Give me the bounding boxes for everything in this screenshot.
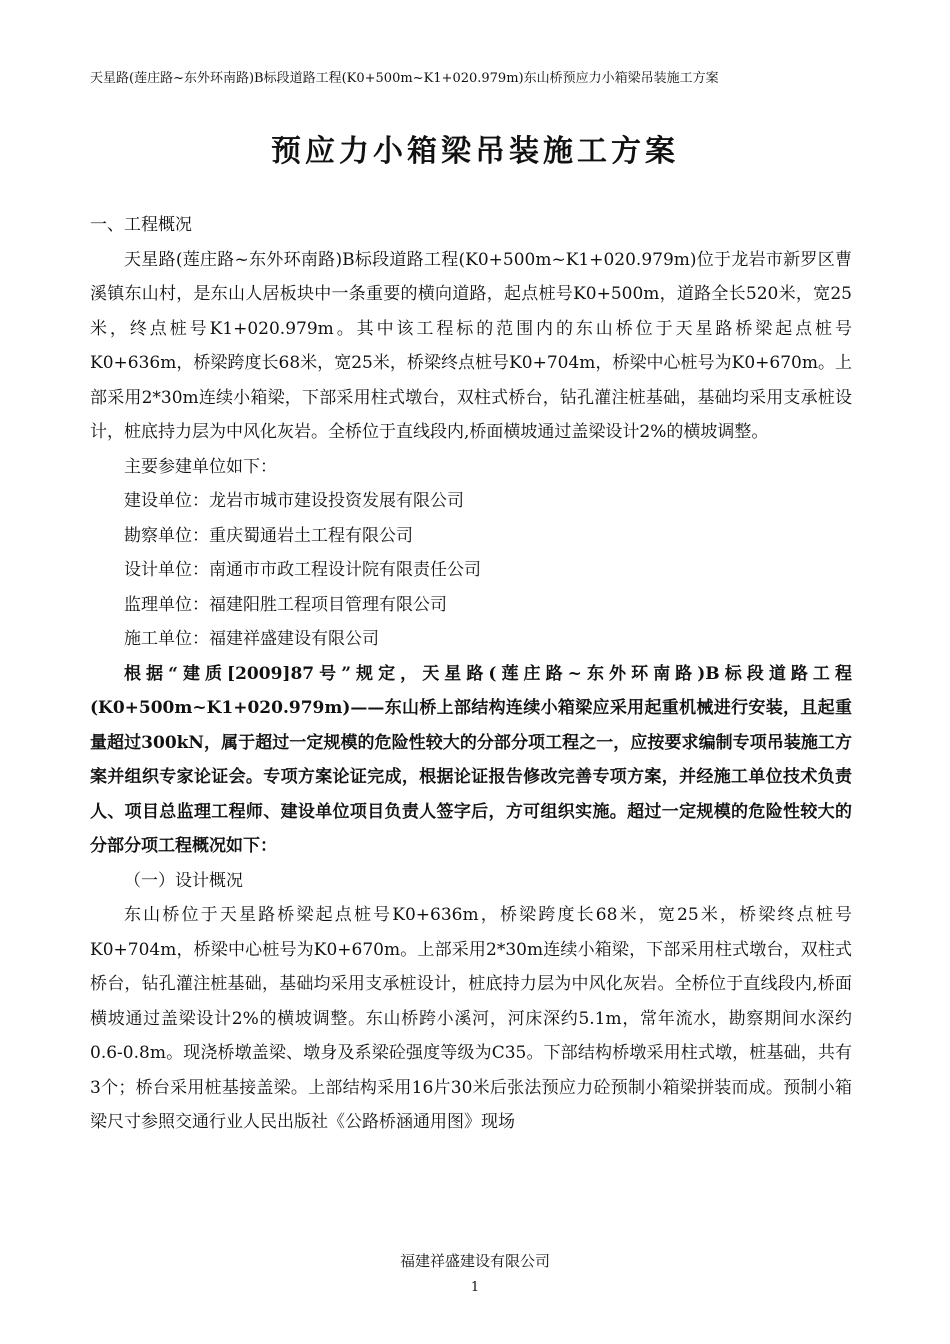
regulation-paragraph: 根据“建质[2009]87号”规定，天星路(莲庄路~东外环南路)B标段道路工程(K0+500m~K1+020.979m)——东山桥上部结构连续小箱梁应采用起重机械进行安装，且起重量超过300kN，属于超过一定规模的危险性较大的分部分项工程之一，应按要求编制专项吊装施工方案并组织专家论证会。专项方案论证完成，根据论证报告修改完善专项方案，并经施工单位技术负责人、项目总监理工程师、建设单位项目负责人签字后，方可组织实施。超过一定规模的危险性较大的分部分项工程概况如下： — [90, 663, 852, 856]
unit-survey: 勘察单位：重庆蜀通岩土工程有限公司 — [124, 525, 413, 546]
footer-company: 福建祥盛建设有限公司 — [399, 1252, 550, 1270]
document-title: 预应力小箱梁吊装施工方案 — [271, 134, 679, 169]
overview-paragraph: 天星路(莲庄路~东外环南路)B标段道路工程(K0+500m~K1+020.979m)位于龙岩市新罗区曹溪镇东山村，是东山人居板块中一条重要的横向道路，起点桩号K0+500m，道路全长520米，宽25米，终点桩号K1+020.979m。其中该工程标的范围内的东山桥位于天星路桥梁起点桩号K0+636m，桥梁跨度长68米，宽25米，桥梁终点桩号K0+704m，桥梁中心桩号为K0+670m。上部采用2*30m连续小箱梁，下部采用柱式墩台，双柱式桥台，钻孔灌注桩基础，基础均采用支承桩设计，桩底持力层为中风化灰岩。全桥位于直线段内,桥面横坡通过盖梁设计2%的横坡调整。 — [90, 249, 852, 442]
document-body — [90, 208, 852, 1140]
unit-contractor: 施工单位：福建祥盛建设有限公司 — [124, 629, 379, 649]
running-header: 天星路(莲庄路~东外环南路)B标段道路工程(K0+500m~K1+020.979m)东山桥预应力小箱梁吊装施工方案 — [90, 71, 719, 86]
section-heading: 一、工程概况 — [90, 215, 192, 235]
participants-intro: 主要参建单位如下： — [124, 456, 277, 477]
unit-design: 设计单位：南通市市政工程设计院有限责任公司 — [124, 560, 481, 580]
subsection-heading: （一）设计概况 — [124, 870, 243, 891]
unit-supervision: 监理单位：福建阳胜工程项目管理有限公司 — [124, 594, 447, 615]
page-number: 1 — [470, 1280, 480, 1295]
unit-construction-owner: 建设单位：龙岩市城市建设投资发展有限公司 — [124, 491, 464, 511]
design-paragraph: 东山桥位于天星路桥梁起点桩号K0+636m，桥梁跨度长68米，宽25米，桥梁终点桩号K0+704m，桥梁中心桩号为K0+670m。上部采用2*30m连续小箱梁，下部采用柱式墩台，双柱式桥台，钻孔灌注桩基础，基础均采用支承桩设计，桩底持力层为中风化灰岩。全桥位于直线段内,桥面横坡通过盖梁设计2%的横坡调整。东山桥跨小溪河，河床深约5.1m，常年流水，勘察期间水深约0.6-0.8m。现浇桥墩盖梁、墩身及系梁砼强度等级为C35。下部结构桥墩采用柱式墩，桩基础，共有3个；桥台采用桩基接盖梁。上部结构采用16片30米后张法预应力砼预制小箱梁拼装而成。预制小箱梁尺寸参照交通行业人民出版社《公路桥涵通用图》现场 — [90, 905, 852, 1132]
